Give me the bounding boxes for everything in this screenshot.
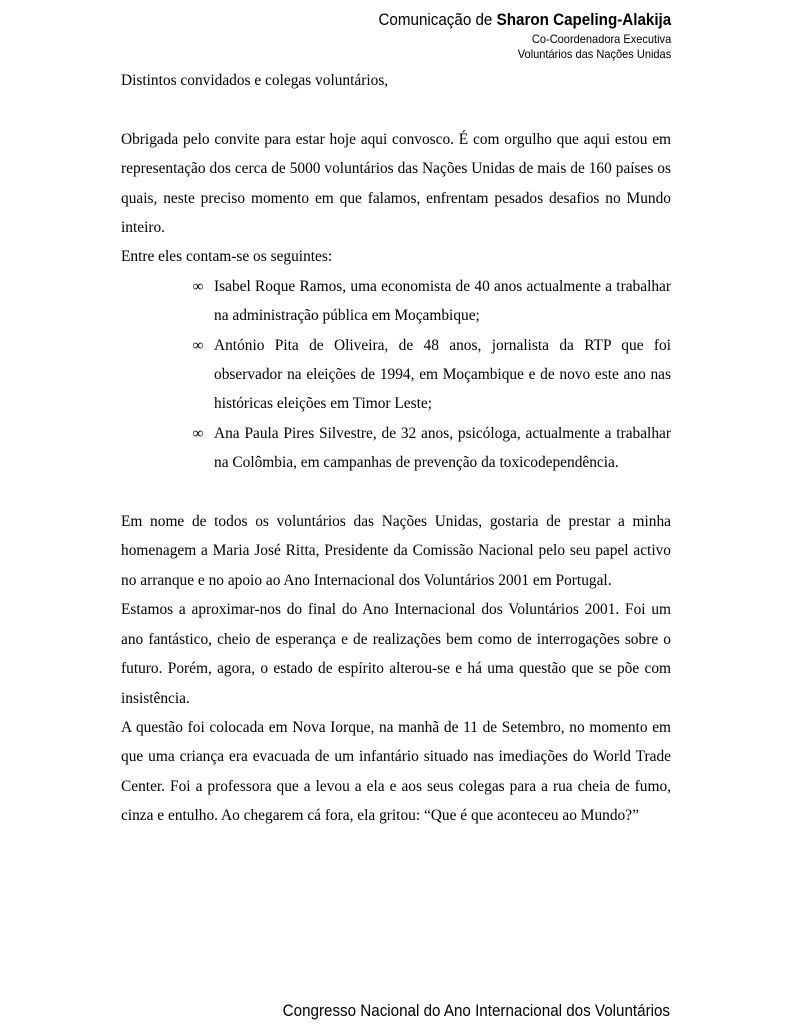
speaker-organization: Voluntários das Nações Unidas xyxy=(517,47,671,62)
volunteer-list xyxy=(121,272,671,478)
page-footer: Congresso Nacional do Ano Internacional dos Voluntários xyxy=(282,1002,670,1020)
list-item xyxy=(192,272,671,331)
paragraph: Em nome de todos os voluntários das Nações Unidas, gostaria de prestar a minha homenagem a Maria José Ritta, Presidente da Comissão Nacional pelo seu papel activo no arranque e no apoio ao Ano Internacional dos Voluntários 2001 em Portugal. xyxy=(121,513,671,589)
paragraph: Obrigada pelo convite para estar hoje aqui convosco. É com orgulho que aqui estou em representação dos cerca de 5000 voluntários das Nações Unidas de mais de 160 países os quais, neste preciso momento em que falamos, enfrentam pesados desafios no Mundo inteiro. xyxy=(121,130,671,237)
paragraph-gap xyxy=(121,95,671,124)
paragraph: Estamos a aproximar-nos do final do Ano Internacional dos Voluntários 2001. Foi um ano fantástico, cheio de esperança e de realizações bem como de interrogações sobre o futuro. Porém, agora, o estado de espírito alterou-se e há uma questão que se põe com insistência. xyxy=(121,601,671,707)
header-title xyxy=(378,11,671,29)
header-prefix: Comunicação de xyxy=(378,11,497,29)
infinity-bullet-icon: ∞ xyxy=(192,424,204,442)
page-header xyxy=(353,11,671,62)
salutation: Distintos convidados e colegas voluntários, xyxy=(121,72,389,89)
speaker-name: Sharon Capeling-Alakija xyxy=(496,11,671,29)
paragraph: Entre eles contam-se os seguintes: xyxy=(121,248,333,266)
list-item xyxy=(192,419,671,478)
list-item-text: Isabel Roque Ramos, uma economista de 40 anos actualmente a trabalhar na administração pública em Moçambique; xyxy=(214,277,671,325)
infinity-bullet-icon: ∞ xyxy=(192,277,204,295)
list-item xyxy=(192,331,671,419)
list-item-text: António Pita de Oliveira, de 48 anos, jornalista da RTP que foi observador na eleições de 1994, em Moçambique e de novo este ano nas históricas eleições em Timor Leste; xyxy=(214,336,671,413)
infinity-bullet-icon: ∞ xyxy=(192,336,204,354)
speech-body xyxy=(121,66,671,831)
speaker-role: Co-Coordenadora Executiva xyxy=(531,32,671,47)
paragraph-gap xyxy=(121,478,671,507)
paragraph: A questão foi colocada em Nova Iorque, na manhã de 11 de Setembro, no momento em que uma criança era evacuada de um infantário situado nas imediações do World Trade Center. Foi a professora que a levou a ela e aos seus colegas para a rua cheia de fumo, cinza e entulho. Ao chegarem cá fora, ela gritou: “Que é que aconteceu ao Mundo?” xyxy=(121,718,671,825)
list-item-text: Ana Paula Pires Silvestre, de 32 anos, psicóloga, actualmente a trabalhar na Colômbia, em campanhas de prevenção da toxicodependência. xyxy=(214,424,671,472)
